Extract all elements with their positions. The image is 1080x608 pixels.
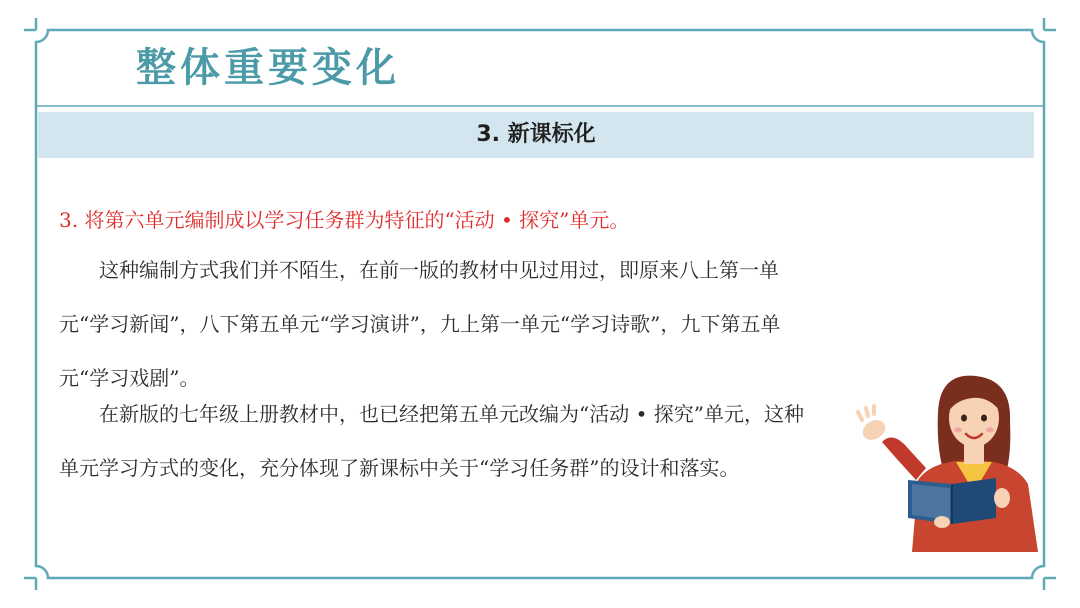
page-title: 整体重要变化 <box>136 45 400 91</box>
body-paragraph-2: 在新版的七年级上册教材中，也已经把第五单元改编为“活动 • 探究”单元，这种单元学习方式的变化，充分体现了新课标中关于“学习任务群”的设计和落实。 <box>59 402 804 480</box>
teacher-illustration <box>852 372 1052 552</box>
body-paragraph-1: 这种编制方式我们并不陌生，在前一版的教材中见过用过，即原来八上第一单元“学习新闻”，八下第五单元“学习演讲”，九上第一单元“学习诗歌”，九下第五单元“学习戏剧”。 <box>59 258 781 390</box>
highlight-statement: 3. 将第六单元编制成以学习任务群为特征的“活动 • 探究”单元。 <box>59 208 630 232</box>
subtitle-band <box>38 112 1034 158</box>
section-subtitle: 3. 新课标化 <box>476 122 596 147</box>
